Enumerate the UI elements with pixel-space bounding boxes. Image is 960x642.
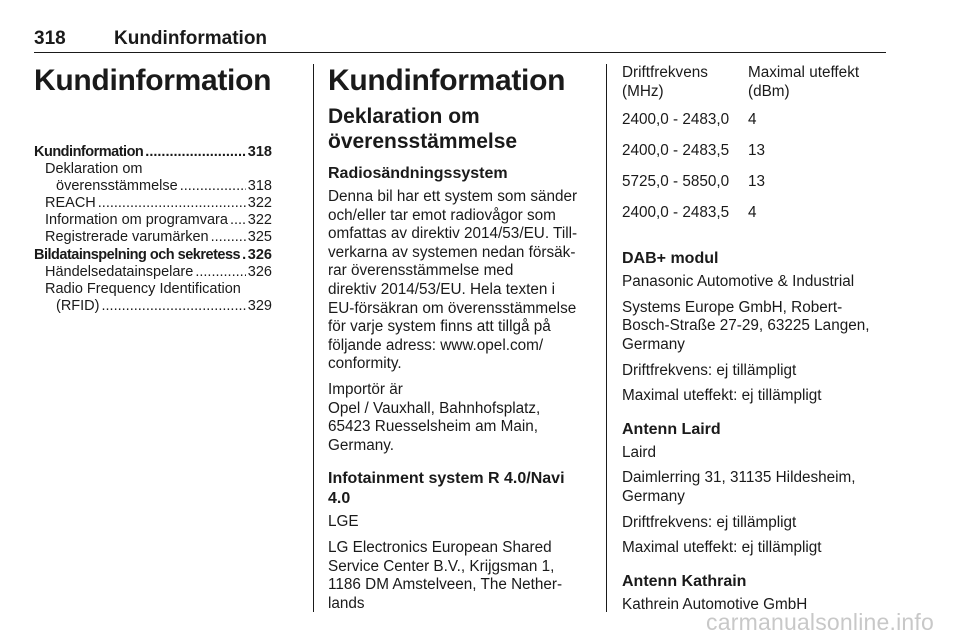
running-title: Kundinformation [114, 28, 268, 49]
subsection-heading [328, 104, 590, 154]
text-line: Opel / Vauxhall, Bahnhofsplatz, [328, 399, 541, 417]
toc-entry-title: (RFID) [56, 298, 100, 314]
header-line: (dBm) [748, 82, 790, 100]
laird-title: Antenn Laird [622, 420, 721, 438]
modules-column [622, 64, 892, 621]
toc-column [34, 64, 272, 315]
table-header-row [622, 64, 892, 101]
toc-entry[interactable] [34, 229, 272, 246]
toc-entry-page: 326 [247, 247, 272, 263]
text-line: Denna bil har ett system som sänder [328, 188, 578, 205]
toc-leader [145, 144, 246, 161]
toc-entry[interactable] [34, 264, 272, 281]
toc-leader [195, 264, 245, 281]
text-line: conformity. [328, 355, 402, 373]
toc-leader [230, 212, 246, 229]
toc-entry-title: Deklaration om [45, 161, 143, 177]
toc-entry[interactable] [34, 212, 272, 229]
table-row [622, 111, 892, 142]
text-line: 1186 DM Amstelveen, The Nether- [328, 576, 563, 594]
text-line: Panasonic Automotive & Industrial [622, 273, 855, 291]
text-line: omfattas av direktiv 2014/53/EU. Till- [328, 225, 578, 243]
dab-title: DAB+ modul [622, 250, 719, 268]
table-row [622, 204, 892, 235]
importer-paragraph [328, 381, 590, 455]
header-line: Maximal uteffekt [748, 64, 860, 81]
table-cell: 13 [748, 142, 766, 160]
header-line: Driftfrekvens [622, 64, 708, 81]
text-line: EU-försäkran om överensstämmelse [328, 299, 577, 317]
text-line: 65423 Ruesselsheim am Main, [328, 418, 539, 436]
toc-entry-title: REACH [45, 195, 96, 211]
infotainment-title: Infotainment system R 4.0/Navi 4.0 [328, 470, 565, 508]
toc-entry-page: 322 [247, 212, 272, 228]
toc-entry[interactable] [34, 298, 272, 315]
text-line: Germany [622, 335, 685, 353]
text-line: för varje system finns att tillgå på [328, 318, 551, 336]
kathrein-title: Antenn Kathrain [622, 572, 747, 590]
toc-entry-page: 322 [247, 195, 272, 211]
watermark: carmanualsonline.info [706, 609, 934, 635]
laird-address [622, 469, 892, 506]
subheading-line: överensstämmelse [328, 130, 518, 153]
toc-entry[interactable] [34, 144, 272, 161]
table-cell: 4 [748, 111, 757, 129]
toc-entry-title: Kundinformation [34, 144, 144, 160]
text-line: verkarna av systemen nedan försäk- [328, 243, 576, 261]
page-number: 318 [34, 28, 66, 49]
toc-entry-page: 325 [247, 229, 272, 245]
toc-entry[interactable] [34, 195, 272, 212]
toc-entry-page: 318 [247, 178, 272, 194]
dab-maker [622, 273, 892, 292]
toc-entry-page: 318 [247, 144, 272, 160]
toc-entry[interactable] [34, 281, 272, 298]
column-divider [313, 64, 314, 612]
text-line: Germany [622, 487, 685, 505]
kathrein-maker: Kathrein Automotive GmbH [622, 595, 808, 613]
table-cell: 2400,0 - 2483,0 [622, 111, 730, 129]
toc-entry-title: överensstämmelse [56, 178, 178, 194]
toc-entry-title: Bildatainspelning och sekretess [34, 247, 241, 263]
toc-leader [102, 298, 246, 315]
header-line: (MHz) [622, 82, 664, 100]
toc-entry-title: Registrerade varumärken [45, 229, 209, 245]
toc-entry-page: 329 [247, 298, 272, 314]
text-line: Service Center B.V., Krijgsman 1, [328, 557, 555, 575]
subheading-line: Deklaration om [328, 105, 480, 128]
toc-leader [211, 229, 246, 246]
toc-entry-title: Information om programvara [45, 212, 228, 228]
declaration-paragraph [328, 188, 590, 374]
text-line: Germany. [328, 436, 395, 454]
dab-address [622, 299, 892, 355]
toc-entry-page: 326 [247, 264, 272, 280]
toc-entry[interactable] [34, 178, 272, 195]
table-cell: 5725,0 - 5850,0 [622, 173, 730, 191]
table-header-cell [622, 64, 748, 101]
infotainment-maker: LGE [328, 513, 359, 531]
laird-power: Maximal uteffekt: ej tillämpligt [622, 539, 822, 557]
text-line: direktiv 2014/53/EU. Hela texten i [328, 280, 556, 298]
table-header-cell [748, 64, 892, 101]
laird-maker: Laird [622, 443, 657, 461]
text-line: rar överensstämmelse med [328, 262, 514, 280]
toc-entry[interactable] [34, 161, 272, 178]
toc-entry-title: Radio Frequency Identification [45, 281, 241, 297]
text-line: Daimlerring 31, 31135 Hildesheim, [622, 469, 856, 487]
table-cell: 13 [748, 173, 766, 191]
toc-entry[interactable] [34, 247, 272, 264]
section-heading: Kundinformation [328, 64, 566, 97]
table-cell: 2400,0 - 2483,5 [622, 142, 730, 160]
text-line: och/eller tar emot radiovågor som [328, 206, 556, 224]
toc-leader [98, 195, 246, 212]
toc-entry-title: Händelsedatainspelare [45, 264, 194, 280]
table-cell: 4 [748, 204, 757, 222]
text-line: Importör är [328, 380, 403, 398]
declaration-column [328, 64, 590, 620]
table-row [622, 173, 892, 204]
laird-frequency: Driftfrekvens: ej tillämpligt [622, 513, 797, 531]
table-row [622, 142, 892, 173]
text-line: lands [328, 594, 365, 612]
text-line: Bosch-Straße 27-29, 63225 Langen, [622, 317, 870, 335]
radio-system-title: Radiosändningssystem [328, 165, 508, 182]
dab-frequency: Driftfrekvens: ej tillämpligt [622, 361, 797, 379]
text-line: Systems Europe GmbH, Robert- [622, 298, 843, 316]
table-of-contents [34, 144, 272, 315]
text-line: följande adress: www.opel.com/ [328, 336, 544, 354]
column-divider [606, 64, 607, 612]
infotainment-address [328, 539, 590, 613]
text-line: LG Electronics European Shared [328, 538, 552, 556]
frequency-table [622, 64, 892, 235]
page-header [34, 28, 886, 53]
chapter-heading: Kundinformation [34, 64, 272, 97]
table-cell: 2400,0 - 2483,5 [622, 204, 730, 222]
dab-power: Maximal uteffekt: ej tillämpligt [622, 387, 822, 405]
toc-leader [242, 247, 246, 264]
toc-leader [180, 178, 246, 195]
